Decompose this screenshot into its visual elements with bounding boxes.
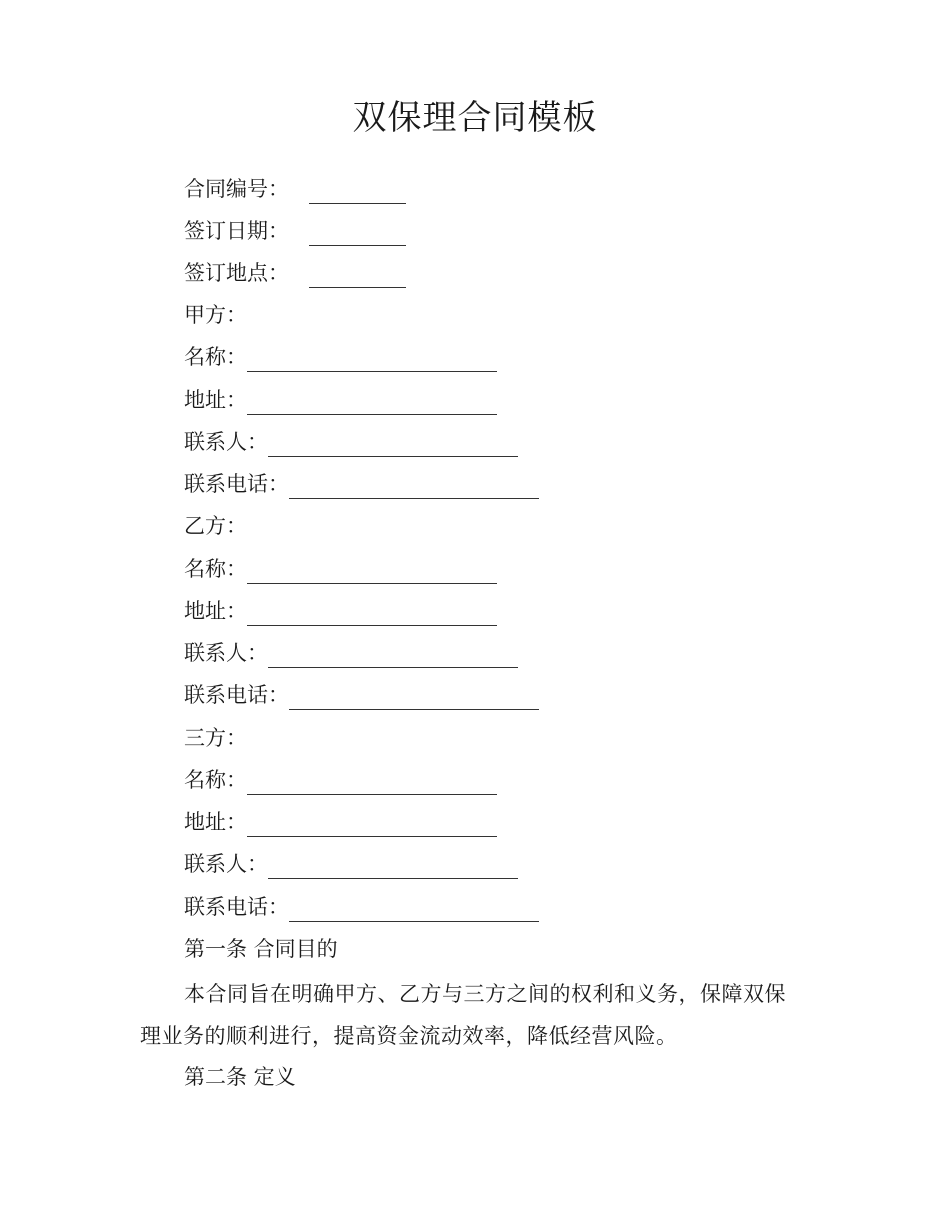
party-a-address-label: 地址：: [184, 388, 247, 412]
party-b-phone-field: [184, 680, 539, 710]
sign-date-blank: [309, 223, 406, 246]
sign-place-field: [184, 258, 406, 288]
party-a-contact-field: [184, 427, 518, 457]
contract-number-blank: [309, 181, 406, 204]
sign-place-blank: [309, 265, 406, 288]
party-a-contact-label: 联系人：: [184, 430, 268, 454]
party-a-name-blank: [247, 349, 497, 372]
party-b-name-field: [184, 554, 497, 584]
party-a-name-field: [184, 342, 497, 372]
party-b-phone-blank: [289, 687, 539, 710]
party-c-address-field: [184, 807, 497, 837]
party-b-name-blank: [247, 561, 497, 584]
party-c-name-field: [184, 765, 497, 795]
party-b-address-label: 地址：: [184, 599, 247, 623]
party-b-contact-label: 联系人：: [184, 641, 268, 665]
article-1-body: 本合同旨在明确甲方、乙方与三方之间的权利和义务，保障双保理业务的顺利进行，提高资金流动效率，降低经营风险。: [140, 982, 786, 1048]
sign-place-label: 签订地点：: [184, 261, 289, 285]
party-c-name-label: 名称：: [184, 768, 247, 792]
party-b-contact-field: [184, 638, 518, 668]
party-b-phone-label: 联系电话：: [184, 683, 289, 707]
party-b-name-label: 名称：: [184, 557, 247, 581]
party-a-name-label: 名称：: [184, 345, 247, 369]
party-a-contact-blank: [268, 434, 518, 457]
article-1-heading: 第一条 合同目的: [184, 937, 338, 961]
contract-number-label: 合同编号：: [184, 177, 289, 201]
party-c-phone-field: [184, 892, 539, 922]
sign-date-label: 签订日期：: [184, 219, 289, 243]
sign-date-field: [184, 216, 406, 246]
party-c-contact-blank: [268, 856, 518, 879]
party-c-address-blank: [247, 814, 497, 837]
party-a-address-field: [184, 385, 497, 415]
article-2-heading: 第二条 定义: [184, 1065, 296, 1089]
party-c-heading: 三方：: [184, 726, 247, 750]
party-c-phone-label: 联系电话：: [184, 895, 289, 919]
party-b-address-blank: [247, 603, 497, 626]
party-b-address-field: [184, 596, 497, 626]
party-b-heading: 乙方：: [184, 514, 247, 538]
contract-number-field: [184, 174, 406, 204]
party-c-address-label: 地址：: [184, 810, 247, 834]
party-c-phone-blank: [289, 899, 539, 922]
party-c-contact-field: [184, 849, 518, 879]
party-a-phone-blank: [289, 476, 539, 499]
party-a-heading: 甲方：: [184, 303, 247, 327]
party-a-phone-field: [184, 469, 539, 499]
party-c-name-blank: [247, 772, 497, 795]
party-a-address-blank: [247, 392, 497, 415]
party-a-phone-label: 联系电话：: [184, 472, 289, 496]
document-title: 双保理合同模板: [352, 98, 598, 138]
party-b-contact-blank: [268, 645, 518, 668]
party-c-contact-label: 联系人：: [184, 852, 268, 876]
